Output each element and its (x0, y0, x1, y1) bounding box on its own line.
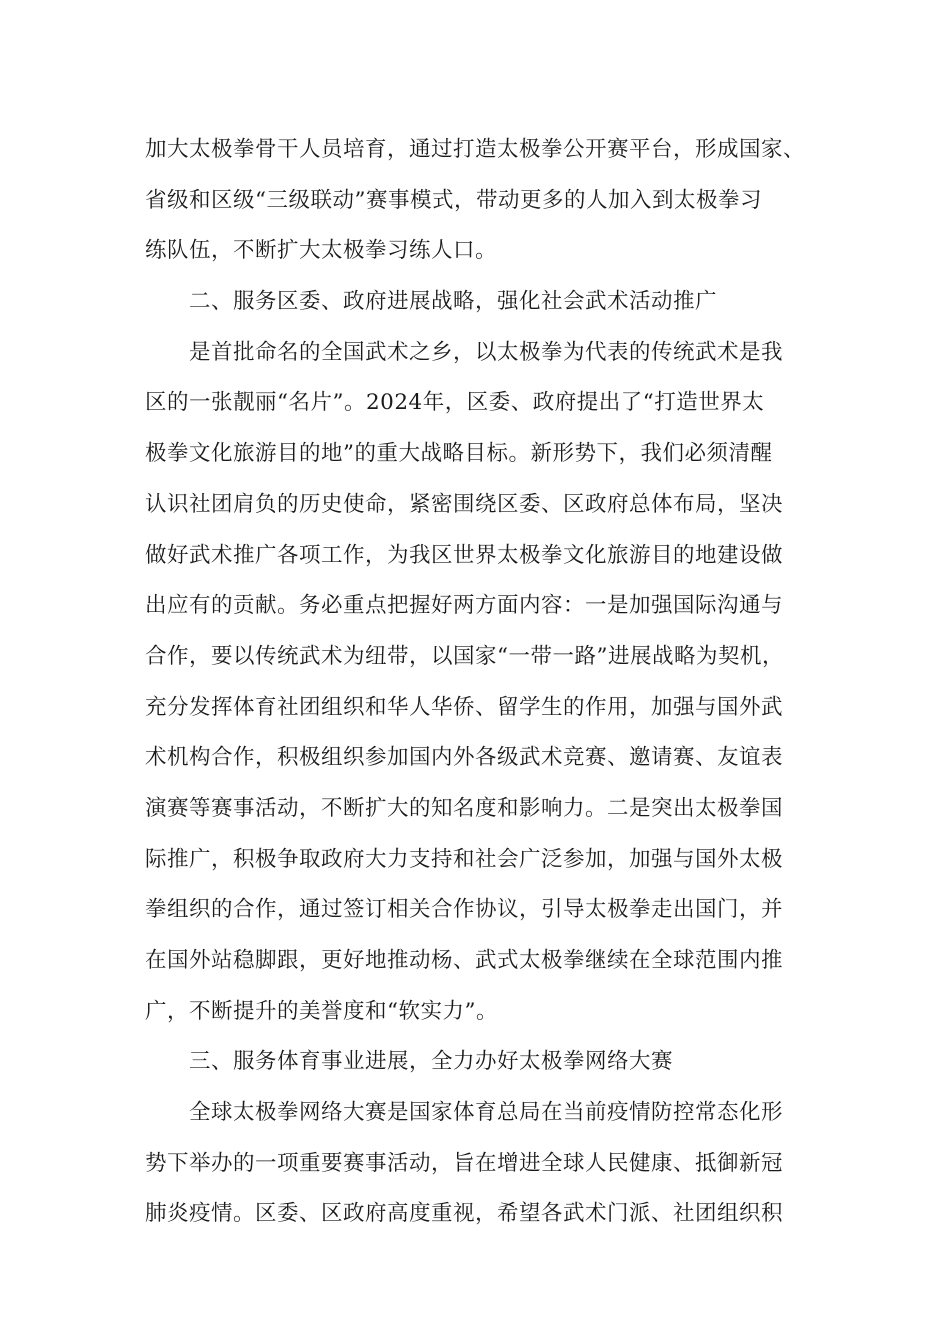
text-line: 加大太极拳骨干人员培育，通过打造太极拳公开赛平台，形成国家、 (145, 137, 805, 162)
text-line: 势下举办的一项重要赛事活动，旨在增进全球人民健康、抵御新冠 (145, 1150, 784, 1176)
text-line: 全球太极拳网络大赛是国家体育总局在当前疫情防控常态化形 (189, 1100, 784, 1126)
text-line: 认识社团肩负的历史使命，紧密围绕区委、区政府总体布局，坚决 (145, 491, 784, 517)
text-line: 演赛等赛事活动，不断扩大的知名度和影响力。二是突出太极拳国 (145, 795, 784, 821)
section-heading (145, 277, 805, 328)
paragraph (145, 125, 805, 277)
text-line: 三、服务体育事业进展，全力办好太极拳网络大赛 (189, 1049, 674, 1075)
text-line: 二、服务区委、政府进展战略，强化社会武术活动推广 (189, 289, 718, 315)
text-line: 区的一张靓丽“名片”。2024年，区委、政府提出了“打造世界太 (145, 390, 765, 416)
paragraph (145, 328, 805, 1038)
text-line: 出应有的贡献。务必重点把握好两方面内容：一是加强国际沟通与 (145, 593, 784, 619)
text-line: 广，不断提升的美誉度和“软实力”。 (145, 998, 498, 1024)
text-line: 际推广，积极争取政府大力支持和社会广泛参加，加强与国外太极 (145, 846, 784, 872)
text-line: 是首批命名的全国武术之乡，以太极拳为代表的传统武术是我 (189, 339, 784, 365)
text-line: 做好武术推广各项工作，为我区世界太极拳文化旅游目的地建设做 (145, 542, 784, 568)
text-line: 省级和区级“三级联动”赛事模式，带动更多的人加入到太极拳习 (145, 187, 762, 213)
text-line: 练队伍，不断扩大太极拳习练人口。 (145, 238, 498, 264)
text-line: 极拳文化旅游目的地”的重大战略目标。新形势下，我们必须清醒 (145, 441, 773, 467)
text-line: 肺炎疫情。区委、区政府高度重视，希望各武术门派、社团组织积 (145, 1201, 784, 1227)
section-heading (145, 1037, 805, 1088)
text-line: 合作，要以传统武术为纽带，以国家“一带一路”进展战略为契机， (145, 643, 784, 669)
text-line: 术机构合作，积极组织参加国内外各级武术竞赛、邀请赛、友谊表 (145, 745, 784, 771)
document-body (145, 125, 805, 1240)
text-line: 充分发挥体育社团组织和华人华侨、留学生的作用，加强与国外武 (145, 694, 784, 720)
paragraph (145, 1088, 805, 1240)
text-line: 拳组织的合作，通过签订相关合作协议，引导太极拳走出国门，并 (145, 897, 784, 923)
text-line: 在国外站稳脚跟，更好地推动杨、武式太极拳继续在全球范围内推 (145, 948, 784, 973)
